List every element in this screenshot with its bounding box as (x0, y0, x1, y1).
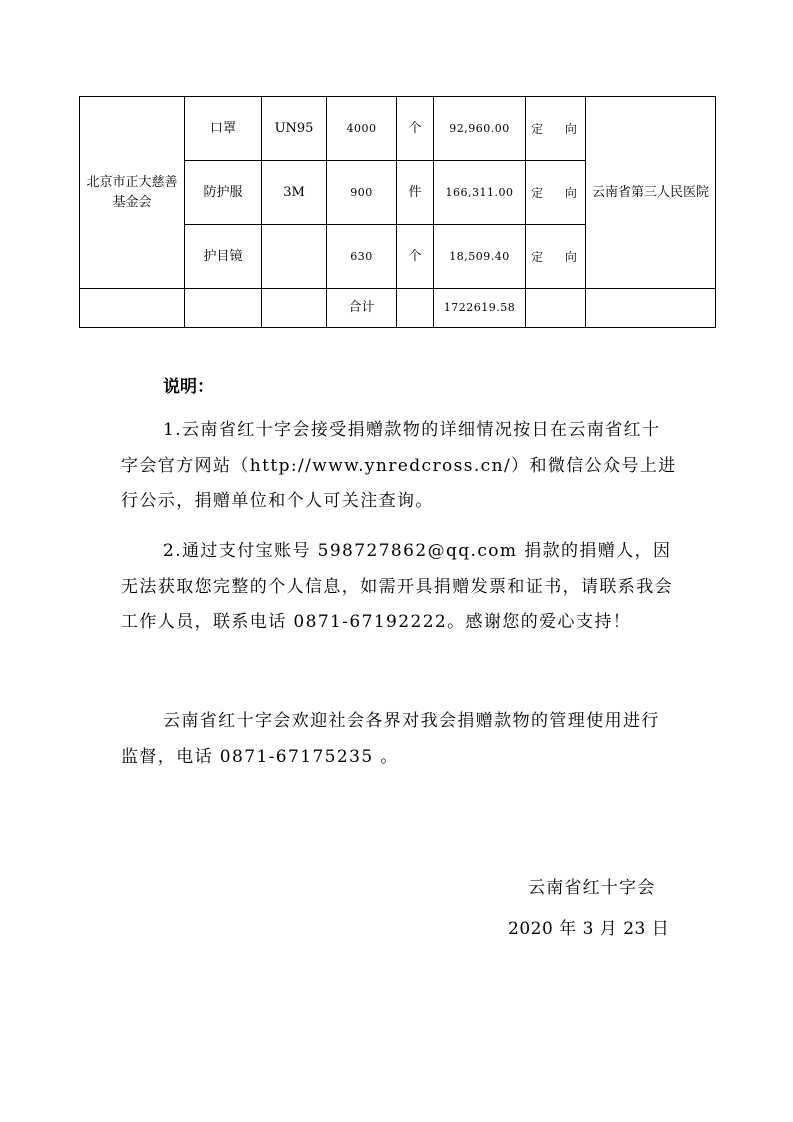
item-quantity: 900 (327, 161, 397, 225)
table-row (80, 97, 716, 161)
empty-cell (262, 289, 327, 328)
notes-paragraph-alipay: 2.通过支付宝账号 598727862@qq.com 捐款的捐赠人，因无法获取您完整的个人信息，如需开具捐赠发票和证书，请联系我会工作人员，联系电话 0871-67192222。感谢您的爱心支持！ (121, 541, 673, 632)
empty-cell (80, 289, 185, 328)
notes-paragraph-supervision: 云南省红十字会欢迎社会各界对我会捐赠款物的管理使用进行监督，电话 0871-67175235 。 (121, 711, 660, 767)
signature-organization: 云南省红十字会 (528, 878, 656, 898)
notes-paragraph-website: 1.云南省红十字会接受捐赠款物的详细情况按日在云南省红十字会官方网站（http://www.ynredcross.cn/）和微信公众号上进行公示，捐赠单位和个人可关注查询。 (121, 420, 677, 511)
item-quantity: 630 (327, 225, 397, 289)
item-unit: 件 (397, 161, 434, 225)
item-spec: 3M (262, 161, 327, 225)
item-quantity: 4000 (327, 97, 397, 161)
total-row (80, 289, 716, 328)
item-unit: 个 (397, 225, 434, 289)
total-label: 合计 (327, 289, 397, 328)
item-name: 护目镜 (185, 225, 262, 289)
item-unit: 个 (397, 97, 434, 161)
item-name: 口罩 (185, 97, 262, 161)
notes-title: 说明： (163, 377, 214, 397)
item-amount: 166,311.00 (434, 161, 526, 225)
item-spec: UN95 (262, 97, 327, 161)
donation-type: 定 向 (526, 225, 586, 289)
empty-cell (185, 289, 262, 328)
total-amount: 1722619.58 (434, 289, 526, 328)
empty-cell (586, 289, 716, 328)
item-name: 防护服 (185, 161, 262, 225)
item-amount: 18,509.40 (434, 225, 526, 289)
empty-cell (526, 289, 586, 328)
recipient-name: 云南省第三人民医院 (586, 97, 716, 289)
donor-name: 北京市正大慈善基金会 (80, 97, 185, 289)
donation-type: 定 向 (526, 161, 586, 225)
donation-table (79, 96, 716, 328)
signature-date: 2020 年 3 月 23 日 (508, 919, 670, 939)
item-spec (262, 225, 327, 289)
item-amount: 92,960.00 (434, 97, 526, 161)
empty-cell (397, 289, 434, 328)
donation-type: 定 向 (526, 97, 586, 161)
